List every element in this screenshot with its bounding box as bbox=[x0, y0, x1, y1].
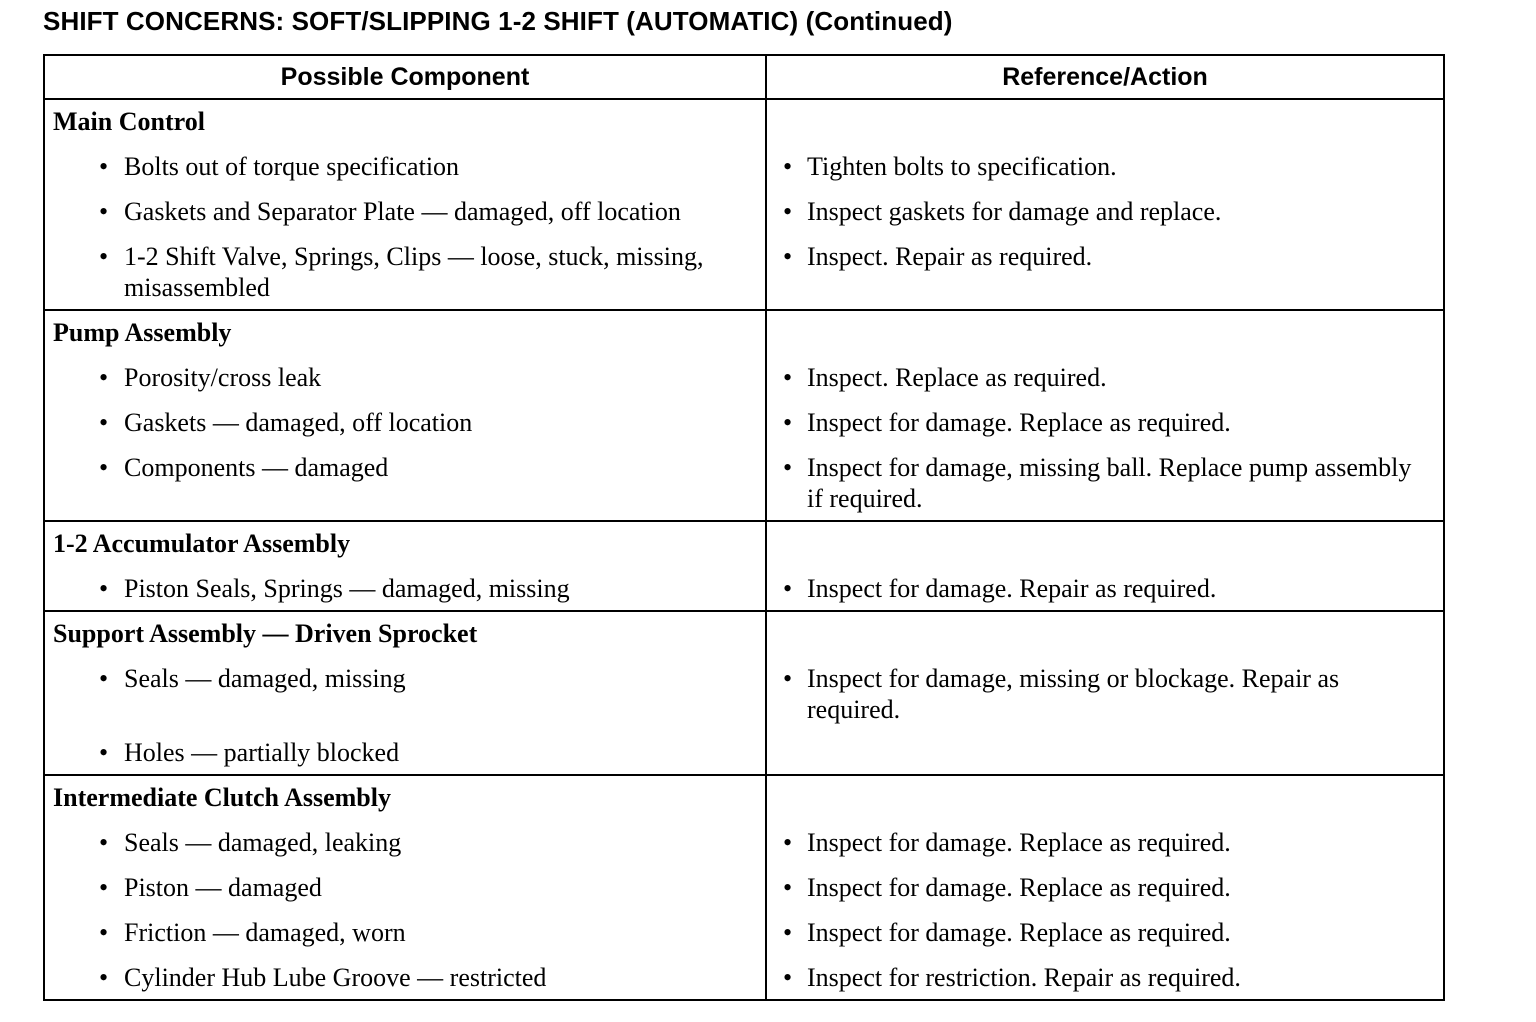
component-item: • Seals — damaged, leaking bbox=[99, 828, 402, 857]
section-main-control bbox=[44, 99, 1444, 310]
bullet-icon: • bbox=[783, 664, 793, 693]
component-cell bbox=[44, 99, 766, 310]
action-item: • Inspect for damage, missing or blockage. Repair as required. bbox=[783, 664, 1340, 724]
component-item: • Seals — damaged, missing bbox=[99, 664, 406, 693]
action-item: • Inspect for damage. Replace as required. bbox=[783, 408, 1231, 437]
action-item: • Inspect for damage. Repair as required. bbox=[783, 574, 1217, 603]
section-title: Intermediate Clutch Assembly bbox=[53, 783, 391, 812]
action-item: • Inspect for restriction. Repair as required. bbox=[783, 963, 1241, 992]
header-row bbox=[44, 55, 1444, 99]
action-cell bbox=[766, 611, 1444, 775]
bullet-icon: • bbox=[783, 408, 793, 437]
component-cell bbox=[44, 310, 766, 521]
component-item: • Holes — partially blocked bbox=[99, 738, 400, 767]
section-title: Support Assembly — Driven Sprocket bbox=[53, 619, 478, 648]
bullet-icon: • bbox=[783, 363, 793, 392]
bullet-icon: • bbox=[99, 197, 109, 226]
component-item: • Components — damaged bbox=[99, 453, 389, 482]
bullet-icon: • bbox=[99, 873, 109, 902]
section-title: 1-2 Accumulator Assembly bbox=[53, 529, 351, 558]
page-title: SHIFT CONCERNS: SOFT/SLIPPING 1-2 SHIFT (AUTOMATIC) (Continued) bbox=[43, 6, 953, 36]
section-pump-assembly bbox=[44, 310, 1444, 521]
component-cell bbox=[44, 611, 766, 775]
component-item: • 1-2 Shift Valve, Springs, Clips — loose, stuck, missing, misassembled bbox=[99, 242, 704, 302]
component-cell bbox=[44, 521, 766, 611]
bullet-icon: • bbox=[783, 152, 793, 181]
section-accumulator-assembly bbox=[44, 521, 1444, 611]
component-item: • Porosity/cross leak bbox=[99, 363, 322, 392]
column-header-action: Reference/Action bbox=[766, 55, 1444, 99]
bullet-icon: • bbox=[783, 453, 793, 482]
bullet-icon: • bbox=[99, 918, 109, 947]
action-item: • Inspect. Repair as required. bbox=[783, 242, 1093, 271]
bullet-icon: • bbox=[99, 963, 109, 992]
bullet-icon: • bbox=[783, 828, 793, 857]
component-item: • Bolts out of torque specification bbox=[99, 152, 460, 181]
component-item: • Cylinder Hub Lube Groove — restricted bbox=[99, 963, 547, 992]
action-item: • Tighten bolts to specification. bbox=[783, 152, 1117, 181]
bullet-icon: • bbox=[783, 963, 793, 992]
bullet-icon: • bbox=[99, 664, 109, 693]
component-cell bbox=[44, 775, 766, 1000]
column-header-component: Possible Component bbox=[44, 55, 766, 99]
section-title: Pump Assembly bbox=[53, 318, 232, 347]
component-item: • Friction — damaged, worn bbox=[99, 918, 406, 947]
bullet-icon: • bbox=[783, 197, 793, 226]
bullet-icon: • bbox=[99, 363, 109, 392]
table-header bbox=[44, 55, 1444, 99]
bullet-icon: • bbox=[99, 408, 109, 437]
action-cell bbox=[766, 775, 1444, 1000]
bullet-icon: • bbox=[783, 918, 793, 947]
component-item: • Piston Seals, Springs — damaged, missing bbox=[99, 574, 570, 603]
bullet-icon: • bbox=[99, 152, 109, 181]
component-item: • Piston — damaged bbox=[99, 873, 322, 902]
action-cell bbox=[766, 99, 1444, 310]
section-support-assembly bbox=[44, 611, 1444, 775]
section-intermediate-clutch bbox=[44, 775, 1444, 1000]
action-item: • Inspect for damage. Replace as required. bbox=[783, 873, 1231, 902]
bullet-icon: • bbox=[99, 242, 109, 271]
bullet-icon: • bbox=[99, 453, 109, 482]
component-item: • Gaskets and Separator Plate — damaged, off location bbox=[99, 197, 681, 226]
component-item: • Gaskets — damaged, off location bbox=[99, 408, 473, 437]
bullet-icon: • bbox=[783, 873, 793, 902]
bullet-icon: • bbox=[99, 828, 109, 857]
action-item: • Inspect gaskets for damage and replace. bbox=[783, 197, 1222, 226]
shift-concerns-table bbox=[43, 54, 1445, 1001]
action-item: • Inspect. Replace as required. bbox=[783, 363, 1107, 392]
section-title: Main Control bbox=[53, 107, 205, 136]
bullet-icon: • bbox=[783, 574, 793, 603]
action-item: • Inspect for damage, missing ball. Replace pump assembly if required. bbox=[783, 453, 1412, 513]
action-cell bbox=[766, 521, 1444, 611]
action-cell bbox=[766, 310, 1444, 521]
action-item: • Inspect for damage. Replace as required. bbox=[783, 828, 1231, 857]
bullet-icon: • bbox=[99, 574, 109, 603]
action-item: • Inspect for damage. Replace as required. bbox=[783, 918, 1231, 947]
bullet-icon: • bbox=[783, 242, 793, 271]
bullet-icon: • bbox=[99, 738, 109, 767]
